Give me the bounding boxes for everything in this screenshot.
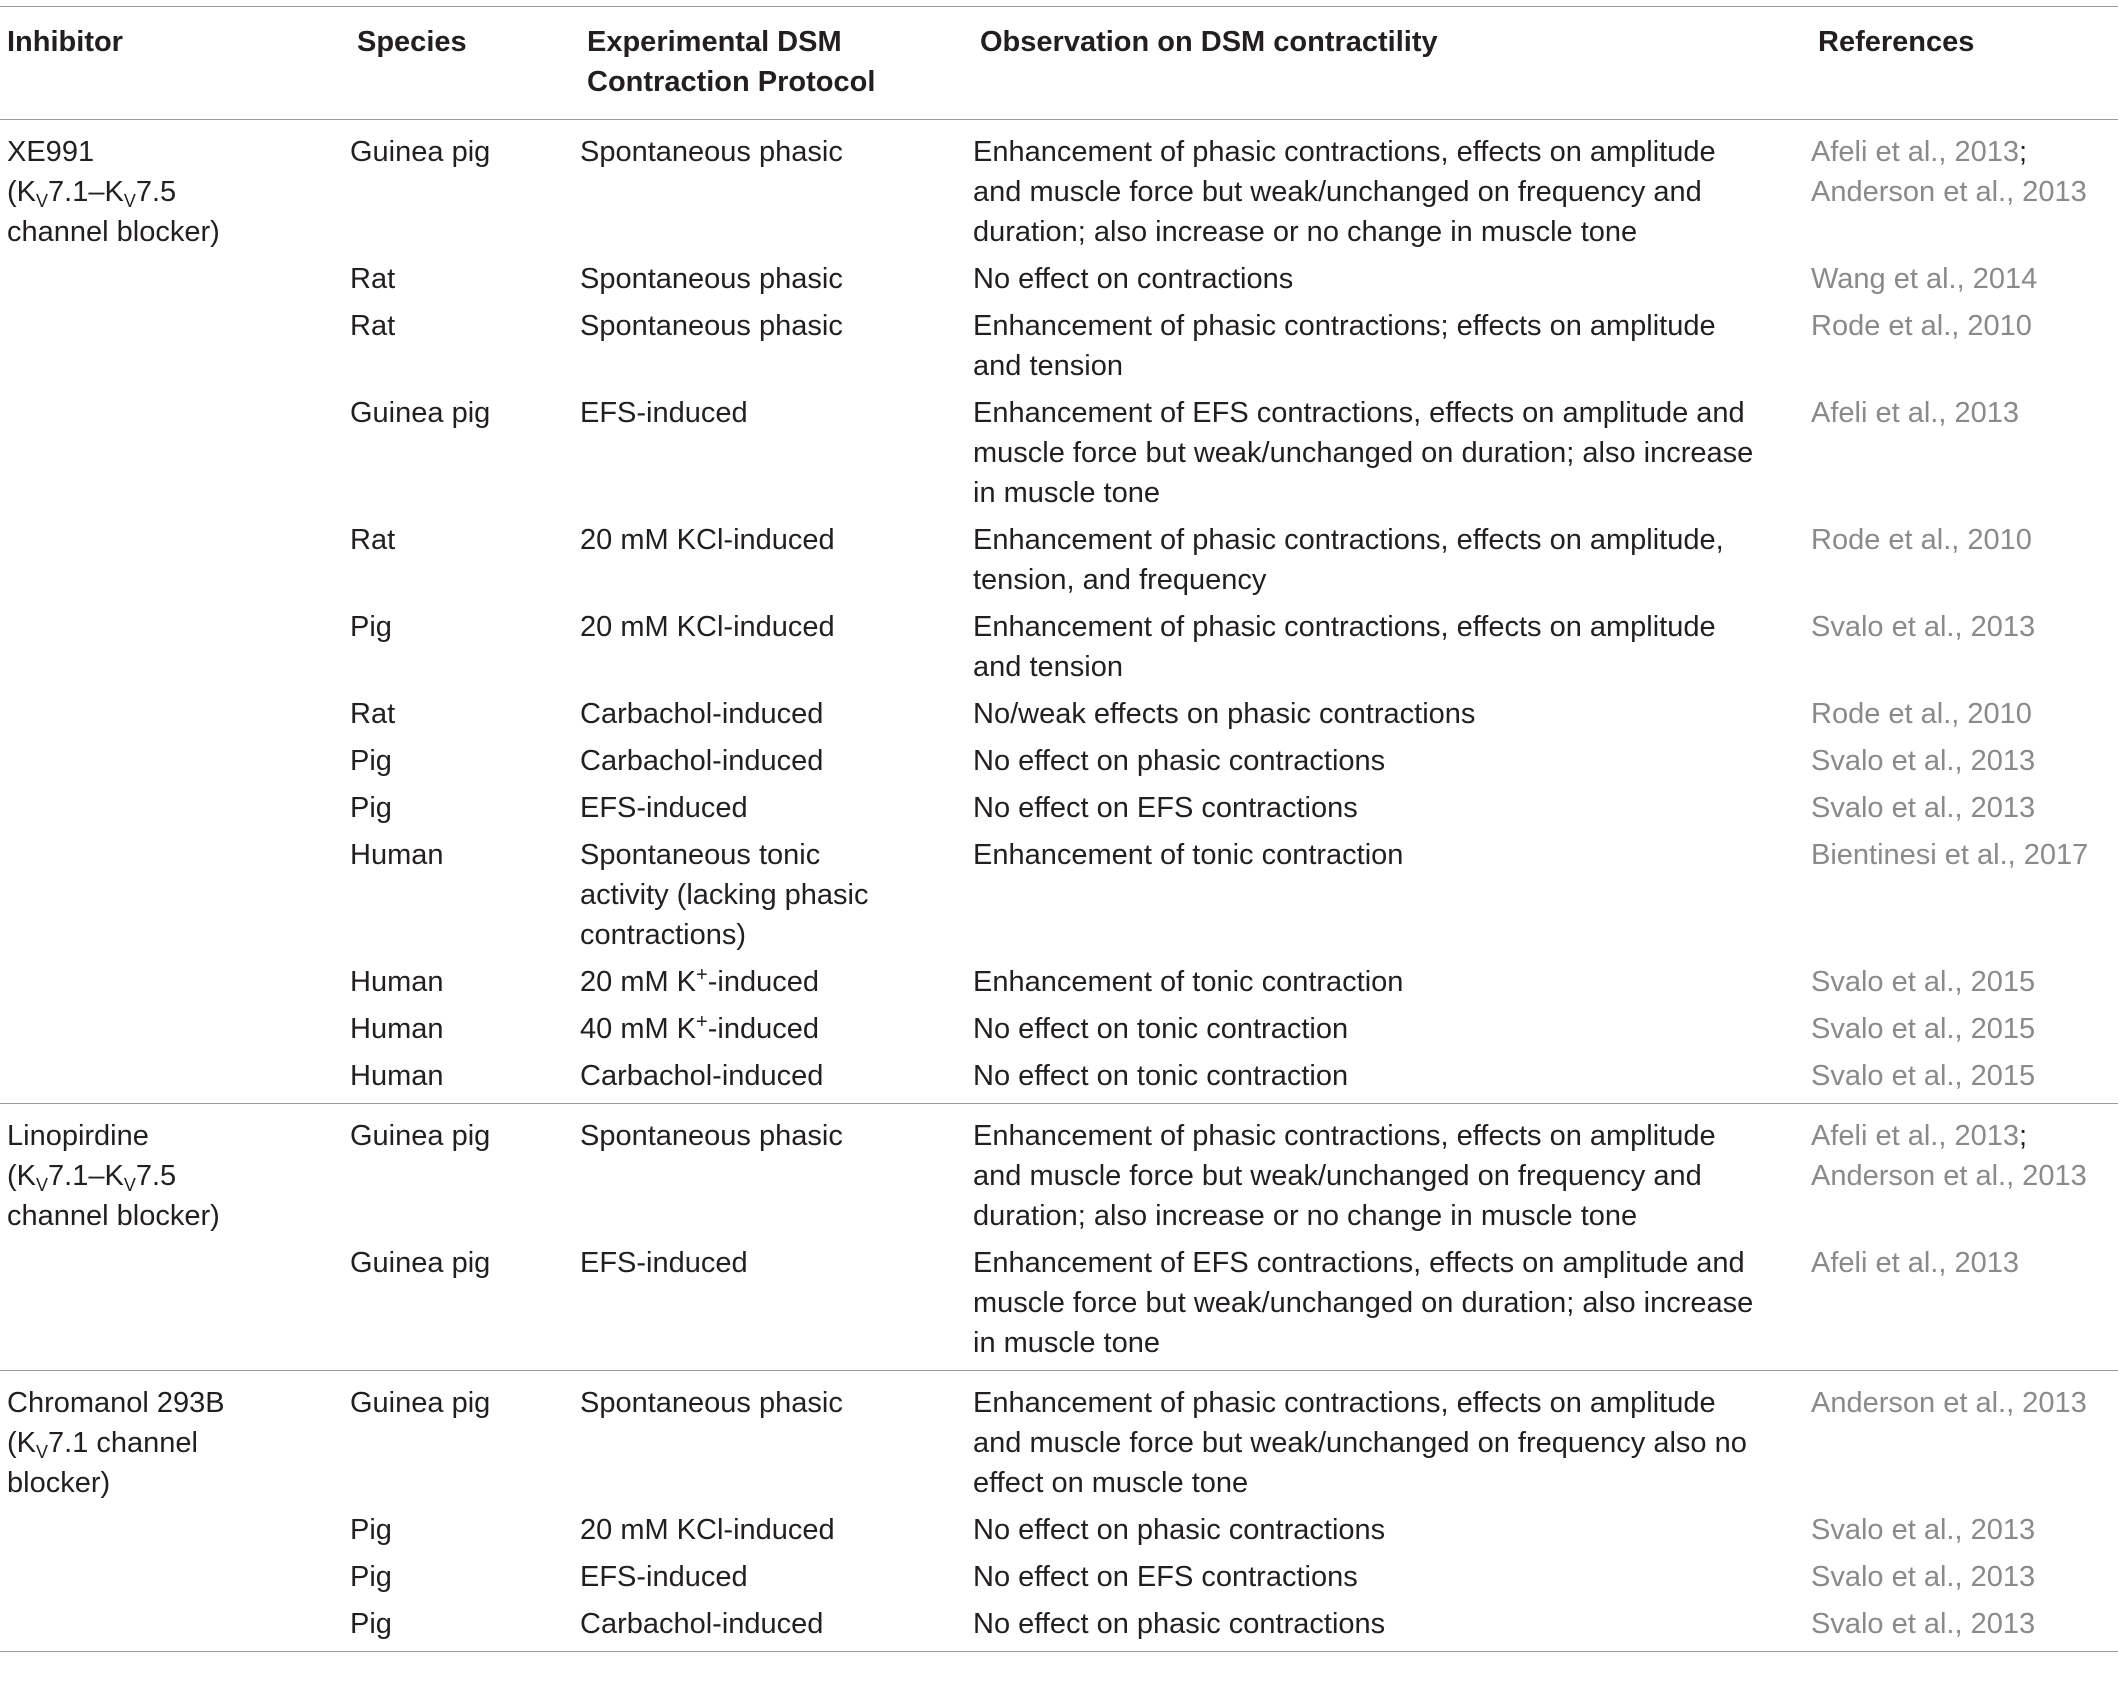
header-species: Species (357, 26, 467, 58)
species-cell: Rat (350, 698, 396, 730)
observation-text: Enhancement of phasic contractions; effects on amplitude and tension (973, 310, 1716, 382)
references-cell (1811, 788, 2118, 835)
species-cell: Guinea pig (350, 397, 491, 429)
protocol-cell (580, 1009, 973, 1056)
observation-text: No effect on phasic contractions (973, 1608, 1386, 1640)
protocol-sup: + (696, 964, 708, 986)
inhibitor-target (7, 172, 350, 212)
references-cell (1811, 1604, 2118, 1652)
observation-cell (973, 694, 1811, 741)
species-cell: Rat (350, 263, 396, 295)
protocol-text: Spontaneous phasic (580, 263, 843, 295)
observation-cell (973, 1371, 1811, 1511)
observation-cell (973, 962, 1811, 1009)
protocol-text: Carbachol-induced (580, 745, 824, 777)
protocol-text: EFS-induced (580, 1247, 748, 1279)
protocol-text: EFS-induced (580, 397, 748, 429)
references-cell (1811, 607, 2118, 694)
observation-cell (973, 1056, 1811, 1104)
inhibitor-name: Linopirdine (7, 1120, 149, 1152)
inhibitor-target (7, 1156, 350, 1196)
references-cell (1811, 393, 2118, 520)
table-row (0, 1510, 2118, 1557)
reference-link[interactable] (1811, 1243, 2118, 1283)
reference-link[interactable] (1811, 962, 2118, 1002)
header-observation: Observation on DSM contractility (980, 26, 1438, 58)
references-cell (1811, 835, 2118, 962)
observation-text: Enhancement of phasic contractions, effects on amplitude, tension, and frequency (973, 524, 1724, 596)
observation-text: Enhancement of tonic contraction (973, 839, 1404, 871)
reference-text: Svalo et al., 2013 (1811, 1514, 2036, 1546)
references-cell (1811, 306, 2118, 393)
inhibitor-target-pre: (K (7, 1160, 36, 1192)
species-cell: Human (350, 966, 444, 998)
observation-cell (973, 741, 1811, 788)
references-cell (1811, 1510, 2118, 1557)
table-row (0, 1604, 2118, 1652)
species-cell: Guinea pig (350, 1120, 491, 1152)
table-row (0, 1557, 2118, 1604)
reference-text: Svalo et al., 2013 (1811, 1561, 2036, 1593)
observation-cell (973, 120, 1811, 260)
reference-link[interactable] (1811, 1510, 2118, 1550)
observation-cell (973, 520, 1811, 607)
species-cell: Pig (350, 792, 392, 824)
table-row (0, 393, 2118, 520)
observation-cell (973, 1243, 1811, 1371)
table-header (0, 7, 2118, 120)
observation-cell (973, 1009, 1811, 1056)
observation-text: Enhancement of EFS contractions, effects on amplitude and muscle force but weak/unchanged on duration; also increase in muscle tone (973, 397, 1754, 509)
reference-text: Svalo et al., 2013 (1811, 745, 2036, 777)
reference-text: Svalo et al., 2015 (1811, 1013, 2036, 1045)
protocol-sup: + (696, 1011, 708, 1033)
observation-text: No effect on contractions (973, 263, 1294, 295)
inhibitor-target-mid: 7.1 channel (48, 1427, 198, 1459)
inhibitor-cell (0, 259, 350, 306)
species-cell: Pig (350, 745, 392, 777)
table-row (0, 1243, 2118, 1371)
inhibitor-cell (0, 1371, 350, 1511)
table-row (0, 120, 2118, 260)
table-row (0, 1104, 2118, 1244)
inhibitor-cell (0, 1243, 350, 1371)
protocol-text: Carbachol-induced (580, 698, 824, 730)
observation-text: Enhancement of tonic contraction (973, 966, 1404, 998)
protocol-cell (580, 1371, 973, 1511)
references-cell (1811, 1243, 2118, 1371)
observation-text: No effect on EFS contractions (973, 1561, 1358, 1593)
table-row (0, 835, 2118, 962)
inhibitor-cell (0, 1510, 350, 1557)
table-row (0, 306, 2118, 393)
header-protocol-text: Experimental DSM Contraction Protocol (587, 26, 876, 98)
observation-text: No/weak effects on phasic contractions (973, 698, 1476, 730)
protocol-cell (580, 1604, 973, 1652)
reference-text: Bientinesi et al., 2017 (1811, 839, 2089, 871)
reference-link[interactable] (1811, 1116, 2118, 1156)
observation-text: No effect on EFS contractions (973, 792, 1358, 824)
species-cell: Human (350, 839, 444, 871)
header-references: References (1818, 26, 1975, 58)
references-cell (1811, 120, 2118, 260)
reference-text: Afeli et al., 2013 (1811, 397, 2019, 429)
header-row (0, 7, 2118, 120)
references-cell (1811, 1557, 2118, 1604)
species-cell: Rat (350, 310, 396, 342)
inhibitor-cell (0, 520, 350, 607)
references-cell (1811, 962, 2118, 1009)
inhibitor-target-post: 7.5 (135, 1160, 177, 1192)
reference-text: Rode et al., 2010 (1811, 524, 2032, 556)
inhibitor-cell (0, 1104, 350, 1244)
inhibitor-class: channel blocker) (7, 216, 220, 248)
observation-text: Enhancement of phasic contractions, effects on amplitude and tension (973, 611, 1716, 683)
protocol-cell (580, 1557, 973, 1604)
protocol-text: 20 mM KCl-induced (580, 1514, 835, 1546)
species-cell: Human (350, 1013, 444, 1045)
species-cell: Pig (350, 1608, 392, 1640)
inhibitor-class: channel blocker) (7, 1200, 220, 1232)
reference-link[interactable] (1811, 1056, 2118, 1096)
observation-text: Enhancement of phasic contractions, effects on amplitude and muscle force but weak/unchanged on frequency and duration; also increase or no change in muscle tone (973, 136, 1716, 248)
observation-text: No effect on tonic contraction (973, 1013, 1349, 1045)
observation-cell (973, 1604, 1811, 1652)
reference-link[interactable] (1811, 259, 2118, 299)
reference-text: Anderson et al., 2013 (1811, 1387, 2087, 1419)
protocol-post: -induced (707, 966, 819, 998)
inhibitor-target-pre: (K (7, 176, 36, 208)
reference-text: Svalo et al., 2013 (1811, 611, 2036, 643)
inhibitor-target-post: 7.5 (135, 176, 177, 208)
protocol-cell (580, 607, 973, 694)
table-row (0, 962, 2118, 1009)
observation-cell (973, 607, 1811, 694)
table-row (0, 1009, 2118, 1056)
protocol-cell (580, 1243, 973, 1371)
inhibitor-sub-2: V (123, 191, 136, 211)
reference-text: Svalo et al., 2013 (1811, 1608, 2036, 1640)
protocol-cell (580, 259, 973, 306)
inhibitor-cell (0, 1604, 350, 1652)
species-cell: Guinea pig (350, 136, 491, 168)
protocol-text: Spontaneous phasic (580, 310, 843, 342)
reference-text: Rode et al., 2010 (1811, 698, 2032, 730)
inhibitor-cell (0, 962, 350, 1009)
references-cell (1811, 1056, 2118, 1104)
reference-separator: ; (2018, 1120, 2028, 1152)
protocol-text: Spontaneous tonic activity (lacking phasic contractions) (580, 839, 869, 951)
observation-text: No effect on tonic contraction (973, 1060, 1349, 1092)
table-row (0, 1371, 2118, 1511)
protocol-text: Spontaneous phasic (580, 136, 843, 168)
protocol-cell (580, 741, 973, 788)
observation-cell (973, 788, 1811, 835)
inhibitor-cell (0, 306, 350, 393)
observation-text: No effect on phasic contractions (973, 745, 1386, 777)
observation-text: Enhancement of EFS contractions, effects on amplitude and muscle force but weak/unchanged on duration; also increase in muscle tone (973, 1247, 1754, 1359)
reference-text: Anderson et al., 2013 (1811, 1160, 2087, 1192)
reference-link[interactable] (1811, 694, 2118, 734)
observation-text: Enhancement of phasic contractions, effects on amplitude and muscle force but weak/unchanged on frequency and duration; also increase or no change in muscle tone (973, 1120, 1716, 1232)
observation-cell (973, 835, 1811, 962)
inhibitor-cell (0, 788, 350, 835)
protocol-cell (580, 835, 973, 962)
observation-cell (973, 259, 1811, 306)
inhibitor-sub-1: V (36, 1442, 49, 1462)
protocol-cell (580, 120, 973, 260)
protocol-text: 20 mM KCl-induced (580, 524, 835, 556)
reference-text: Svalo et al., 2015 (1811, 966, 2036, 998)
protocol-text: Spontaneous phasic (580, 1120, 843, 1152)
protocol-cell (580, 306, 973, 393)
reference-text: Afeli et al., 2013 (1811, 1247, 2019, 1279)
species-cell: Pig (350, 1514, 392, 1546)
references-cell (1811, 259, 2118, 306)
inhibitor-target (7, 1423, 350, 1463)
inhibitor-target-mid: 7.1–K (48, 1160, 124, 1192)
observation-cell (973, 1557, 1811, 1604)
inhibitor-sub-2: V (123, 1175, 136, 1195)
reference-link[interactable] (1811, 172, 2118, 212)
protocol-pre: 40 mM K (580, 1013, 697, 1045)
inhibitor-sub-1: V (36, 191, 49, 211)
observation-cell (973, 306, 1811, 393)
reference-link[interactable] (1811, 607, 2118, 647)
protocol-text: 20 mM KCl-induced (580, 611, 835, 643)
table-row (0, 520, 2118, 607)
inhibitor-cell (0, 1557, 350, 1604)
inhibitor-target-mid: 7.1–K (48, 176, 124, 208)
reference-link[interactable] (1811, 1009, 2118, 1049)
reference-link[interactable] (1811, 788, 2118, 828)
inhibitor-target-pre: (K (7, 1427, 36, 1459)
references-cell (1811, 520, 2118, 607)
references-cell (1811, 741, 2118, 788)
inhibitor-sub-1: V (36, 1175, 49, 1195)
protocol-cell (580, 962, 973, 1009)
reference-link[interactable] (1811, 1604, 2118, 1644)
inhibitor-group (0, 1371, 2118, 1652)
references-cell (1811, 694, 2118, 741)
reference-link[interactable] (1811, 1557, 2118, 1597)
table-row (0, 607, 2118, 694)
reference-link[interactable] (1811, 835, 2118, 875)
protocol-post: -induced (707, 1013, 819, 1045)
inhibitor-table (0, 6, 2118, 1652)
table-row (0, 259, 2118, 306)
species-cell: Rat (350, 524, 396, 556)
inhibitor-cell (0, 120, 350, 260)
reference-separator: ; (2018, 136, 2028, 168)
reference-link[interactable] (1811, 1383, 2118, 1423)
reference-text: Afeli et al., 2013 (1811, 1120, 2019, 1152)
reference-link[interactable] (1811, 1156, 2118, 1196)
reference-text: Anderson et al., 2013 (1811, 176, 2087, 208)
header-protocol (580, 7, 973, 120)
table-row (0, 1056, 2118, 1104)
inhibitor-name: XE991 (7, 136, 95, 168)
header-inhibitor: Inhibitor (7, 26, 123, 58)
protocol-cell (580, 1510, 973, 1557)
reference-link[interactable] (1811, 520, 2118, 560)
protocol-cell (580, 393, 973, 520)
reference-text: Wang et al., 2014 (1811, 263, 2038, 295)
reference-text: Rode et al., 2010 (1811, 310, 2032, 342)
inhibitor-cell (0, 1056, 350, 1104)
table-row (0, 788, 2118, 835)
observation-cell (973, 1104, 1811, 1244)
inhibitor-cell (0, 607, 350, 694)
inhibitor-cell (0, 741, 350, 788)
inhibitor-group (0, 1104, 2118, 1371)
inhibitor-cell (0, 694, 350, 741)
protocol-text: Spontaneous phasic (580, 1387, 843, 1419)
inhibitor-group (0, 120, 2118, 1104)
protocol-text: EFS-induced (580, 1561, 748, 1593)
reference-text: Afeli et al., 2013 (1811, 136, 2019, 168)
table-row (0, 741, 2118, 788)
inhibitor-cell (0, 1009, 350, 1056)
species-cell: Guinea pig (350, 1247, 491, 1279)
protocol-pre: 20 mM K (580, 966, 697, 998)
protocol-cell (580, 1104, 973, 1244)
reference-link[interactable] (1811, 393, 2118, 433)
inhibitor-class: blocker) (7, 1467, 111, 1499)
observation-text: No effect on phasic contractions (973, 1514, 1386, 1546)
protocol-cell (580, 694, 973, 741)
species-cell: Human (350, 1060, 444, 1092)
reference-link[interactable] (1811, 741, 2118, 781)
species-cell: Pig (350, 1561, 392, 1593)
inhibitor-cell (0, 393, 350, 520)
reference-text: Svalo et al., 2015 (1811, 1060, 2036, 1092)
protocol-text: Carbachol-induced (580, 1060, 824, 1092)
references-cell (1811, 1009, 2118, 1056)
species-cell: Pig (350, 611, 392, 643)
references-cell (1811, 1104, 2118, 1244)
observation-cell (973, 1510, 1811, 1557)
protocol-cell (580, 1056, 973, 1104)
observation-cell (973, 393, 1811, 520)
protocol-text: Carbachol-induced (580, 1608, 824, 1640)
protocol-cell (580, 788, 973, 835)
species-cell: Guinea pig (350, 1387, 491, 1419)
observation-text: Enhancement of phasic contractions, effects on amplitude and muscle force but weak/unchanged on frequency also no effect on muscle tone (973, 1387, 1747, 1499)
reference-text: Svalo et al., 2013 (1811, 792, 2036, 824)
reference-link[interactable] (1811, 132, 2118, 172)
references-cell (1811, 1371, 2118, 1511)
protocol-cell (580, 520, 973, 607)
table-row (0, 694, 2118, 741)
reference-link[interactable] (1811, 306, 2118, 346)
protocol-text: EFS-induced (580, 792, 748, 824)
inhibitor-name: Chromanol 293B (7, 1387, 225, 1419)
inhibitor-cell (0, 835, 350, 962)
